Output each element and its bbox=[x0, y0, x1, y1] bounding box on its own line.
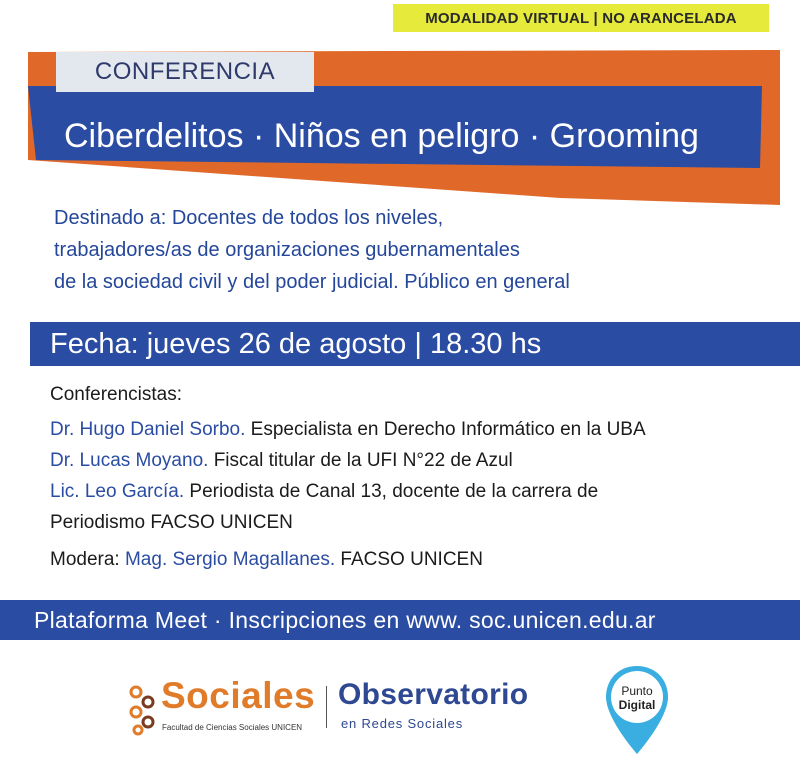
date-bar: Fecha: jueves 26 de agosto | 18.30 hs bbox=[30, 322, 800, 366]
speaker-desc: Especialista en Derecho Informático en la UBA bbox=[245, 419, 646, 440]
speaker-item bbox=[50, 414, 790, 445]
punto-text: Punto bbox=[621, 684, 653, 698]
audience-text bbox=[54, 202, 754, 298]
punto-digital-logo bbox=[604, 684, 670, 712]
moderator-label: Modera: bbox=[50, 549, 125, 570]
speaker-name: Lic. Leo García. bbox=[50, 481, 185, 502]
sociales-logo-subtitle: Facultad de Ciencias Sociales UNICEN bbox=[162, 723, 303, 732]
event-title: Ciberdelitos · Niños en peligro · Grooming bbox=[64, 116, 699, 155]
observatorio-logo-text: Observatorio bbox=[338, 678, 529, 711]
sociales-logo-text: Sociales bbox=[161, 675, 316, 716]
speakers-section bbox=[50, 384, 790, 575]
audience-line-2: trabajadores/as de organizaciones gubernamentales bbox=[54, 239, 520, 261]
speaker-desc: Fiscal titular de la UFI N°22 de Azul bbox=[208, 450, 513, 471]
moderator-line bbox=[50, 544, 790, 575]
event-type-label: CONFERENCIA bbox=[56, 52, 314, 92]
platform-bar: Plataforma Meet · Inscripciones en www. soc.unicen.edu.ar bbox=[0, 600, 800, 640]
moderator-name: Mag. Sergio Magallanes. bbox=[124, 549, 336, 570]
observatorio-logo-subtitle: en Redes Sociales bbox=[341, 716, 463, 731]
speaker-item bbox=[50, 445, 790, 476]
moderator-desc: FACSO UNICEN bbox=[335, 549, 483, 570]
sociales-logo-icon bbox=[126, 684, 160, 736]
speaker-name: Dr. Hugo Daniel Sorbo. bbox=[50, 419, 246, 440]
digital-text: Digital bbox=[618, 698, 656, 712]
speaker-continuation: Periodismo FACSO UNICEN bbox=[50, 512, 293, 533]
logo-divider bbox=[326, 686, 327, 728]
speaker-desc: Periodista de Canal 13, docente de la carrera de bbox=[184, 481, 599, 502]
speakers-heading: Conferencistas: bbox=[50, 384, 183, 405]
modality-badge: MODALIDAD VIRTUAL | NO ARANCELADA bbox=[393, 4, 769, 32]
speaker-name: Dr. Lucas Moyano. bbox=[50, 450, 209, 471]
audience-line-3: de la sociedad civil y del poder judicial. Público en general bbox=[54, 271, 570, 293]
speaker-item bbox=[50, 476, 790, 507]
audience-line-1: Destinado a: Docentes de todos los niveles, bbox=[54, 207, 444, 229]
